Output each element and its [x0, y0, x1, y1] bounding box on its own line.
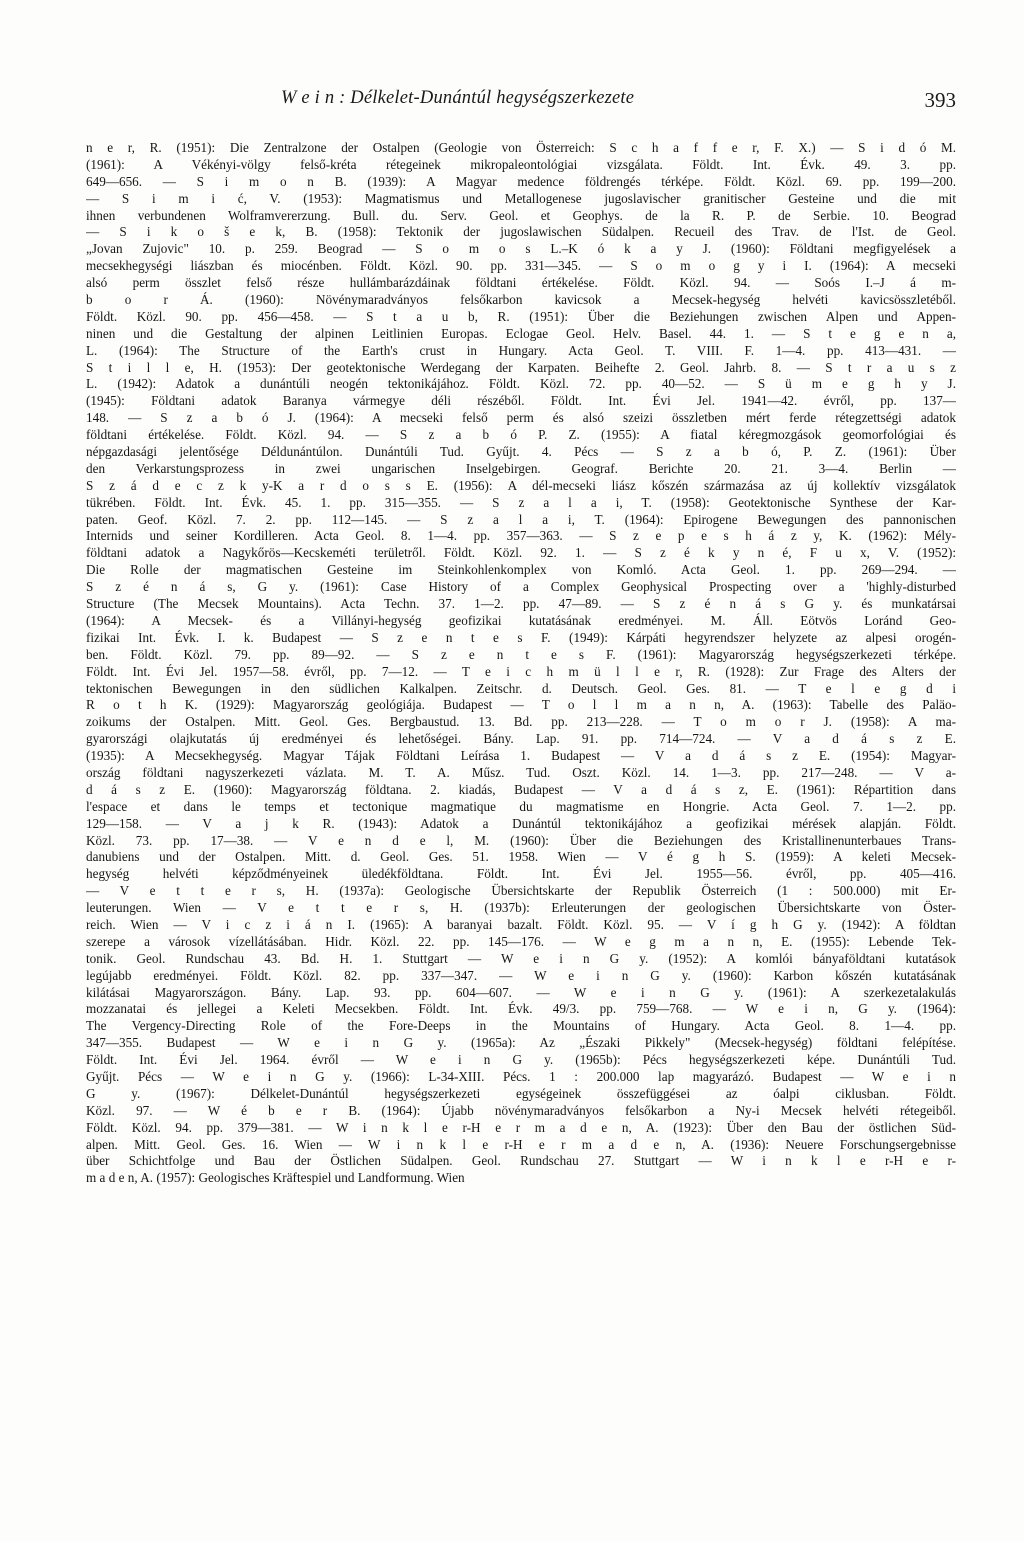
text-line: mecsekhegységi liászban és miocénben. Földt. Közl. 90. pp. 331—345. — S o m o g y i I. (1964): A mecseki	[86, 258, 956, 274]
text-line: 347—355. Budapest — W e i n G y. (1965a): Az „Északi Pikkely" (Mecsek-hegység) földtani felépítése.	[86, 1035, 956, 1051]
text-line: alsó perm összlet felső része hullámbarázdáinak földtani értékelése. Földt. Közl. 94. — Soós I.–J á m-	[86, 275, 956, 291]
text-line: m a d e n, A. (1957): Geologisches Kräftespiel und Landformung. Wien	[86, 1170, 465, 1186]
text-line: R o t h K. (1929): Magyarország geológiája. Budapest — T o l l m a n n, A. (1963): Tabelle des Paläo-	[86, 697, 956, 713]
text-line: ben. Földt. Közl. 79. pp. 89—92. — S z e n t e s F. (1961): Magyarország hegységszerkezeti térképe.	[86, 646, 956, 662]
text-line: „Jovan Zujovic" 10. p. 259. Beograd — S o m o s L.–K ó k a y J. (1960): Földtani megfigyelések a	[86, 241, 956, 257]
bibliography-text	[86, 140, 956, 1187]
text-line: mozzanatai és jellegei a Keleti Mecsekben. Földt. Int. Évk. 49/3. pp. 759—768. — W e i n, G y. (1964):	[86, 1001, 956, 1017]
text-line: Structure (The Mecsek Mountains). Acta Techn. 37. 1—2. pp. 47—89. — S z é n á s G y. és munkatársai	[86, 596, 956, 612]
text-line: népgazdasági jelentősége Déldunántúlon. Dunántúli Tud. Gyűjt. 4. Pécs — S z a b ó, P. Z. (1961): Über	[86, 444, 956, 460]
text-line: n e r, R. (1951): Die Zentralzone der Ostalpen (Geologie von Österreich: S c h a f f e r, F. X.) — S i d ó M.	[86, 140, 956, 155]
text-line: (1964): A Mecsek- és a Villányi-hegység geofizikai kutatásának eredményei. M. Áll. Eötvös Loránd Geo-	[86, 612, 956, 628]
text-line: földtani értékelése. Földt. Közl. 94. — S z a b ó P. Z. (1955): A fiatal kéregmozgások geomorfológiai és	[86, 427, 956, 443]
text-line: danubiens und der Ostalpen. Mitt. d. Geol. Ges. 51. 1958. Wien — V é g h S. (1959): A keleti Mecsek-	[86, 849, 956, 865]
text-line: gyarországi olajkutatás új eredményei és lehetőségei. Bány. Lap. 91. pp. 714—724. — V a d á s z E.	[86, 731, 956, 747]
text-line: Internids und seiner Kordilleren. Acta Geol. 8. 1—4. pp. 357—363. — S z e p e s h á z y, K. (1962): Mély-	[86, 528, 956, 544]
text-line: Földt. Közl. 94. pp. 379—381. — W i n k l e r-H e r m a d e n, A. (1923): Über den Bau der östlichen Süd-	[86, 1119, 956, 1135]
text-line: paten. Geof. Közl. 7. 2. pp. 112—145. — S z a l a i, T. (1964): Epirogene Bewegungen des pannonischen	[86, 511, 956, 527]
text-line: 649—656. — S i m o n B. (1939): A Magyar medence földrengés térképe. Földt. Közl. 69. pp. 199—200.	[86, 173, 956, 189]
text-line: Közl. 73. pp. 17—38. — V e n d e l, M. (1960): Über die Beziehungen des Kristallinenunterbaues Trans-	[86, 832, 956, 848]
text-line: über Schichtfolge und Bau der Östlichen Südalpen. Geol. Rundschau 27. Stuttgart — W i n k l e r-H e r-	[86, 1153, 956, 1169]
page-number: 393	[924, 88, 956, 112]
text-line: tonik. Geol. Rundschau 43. Bd. H. 1. Stuttgart — W e i n G y. (1952): A komlói bányaföldtani kutatások	[86, 950, 956, 966]
text-line: Gyűjt. Pécs — W e i n G y. (1966): L-34-XIII. Pécs. 1 : 200.000 lap magyarázó. Budapest — W e i n	[86, 1068, 956, 1084]
text-line: (1961): A Vékényi-völgy felső-kréta rétegeinek mikropaleontológiai vizsgálata. Földt. Int. Évk. 49. 3. pp.	[86, 156, 956, 172]
running-title: W e i n : Délkelet-Dunántúl hegységszerkezete	[281, 88, 635, 108]
text-line: l'espace et dans le temps et tectonique magmatique du magmatisme en Hongrie. Acta Geol. 7. 1—2. pp.	[86, 798, 956, 814]
text-line: S z é n á s, G y. (1961): Case History of a Complex Geophysical Prospecting over a 'highly-disturbed	[86, 579, 956, 595]
text-line: den Verkarstungsprozess in zwei ungarischen Inselgebirgen. Geograf. Berichte 20. 21. 3—4. Berlin —	[86, 460, 956, 476]
text-line: S t i l l e, H. (1953): Der geotektonische Werdegang der Karpaten. Beihefte 2. Geol. Jahrb. 8. — S t r a u s z	[86, 359, 956, 375]
text-line: tektonischen Bewegungen in den südlichen Kalkalpen. Zeitschr. d. Deutsch. Geol. Ges. 81. — T e l e g d i	[86, 680, 956, 696]
text-line: — S i m i ć, V. (1953): Magmatismus und Metallogenese jugoslavischer granitischer Gesteine und die mit	[86, 190, 956, 206]
text-line: ország földtani nagyszerkezeti vázlata. M. T. A. Műsz. Tud. Oszt. Közl. 14. 1—3. pp. 217—248. — V a-	[86, 764, 956, 780]
text-line: alpen. Mitt. Geol. Ges. 16. Wien — W i n k l e r-H e r m a d e n, A. (1936): Neuere Forschungsergebnisse	[86, 1136, 956, 1152]
page-header	[86, 88, 956, 118]
text-line: hegység helvéti képződményeinek üledékföldtana. Földt. Int. Évi Jel. 1955—56. évről, pp. 405—416.	[86, 866, 956, 882]
text-line: ihnen verbundenen Wolframvererzung. Bull. du. Serv. Geol. et Geophys. de la R. P. de Serbie. 10. Beograd	[86, 207, 956, 223]
text-line: 129—158. — V a j k R. (1943): Adatok a Dunántúl tektonikájához a geofizikai mérések alapján. Földt.	[86, 815, 956, 831]
text-line: Földt. Közl. 90. pp. 456—458. — S t a u b, R. (1951): Über die Beziehungen zwischen Alpen und Appen-	[86, 308, 956, 324]
text-line: Közl. 97. — W é b e r B. (1964): Újabb növénymaradványos felsőkarbon a Ny-i Mecsek helvéti rétegeiből.	[86, 1102, 956, 1118]
text-line: — V e t t e r s, H. (1937a): Geologische Übersichtskarte der Republik Österreich (1 : 500.000) mit Er-	[86, 883, 956, 899]
text-line: földtani adatok a Nagykőrös—Kecskeméti területről. Földt. Közl. 92. 1. — S z é k y n é, F u x, V. (1952):	[86, 545, 956, 561]
text-line: S z á d e c z k y-K a r d o s s E. (1956): A dél-mecseki liász kőszén származása az új kollektív vizsgálatok	[86, 477, 956, 493]
text-line: b o r Á. (1960): Növénymaradványos felsőkarbon kavicsok a Mecsek-hegység helvéti kavicsösszletéből.	[86, 292, 956, 308]
text-line: leuterungen. Wien — V e t t e r s, H. (1937b): Erleuterungen der geologischen Übersichtskarte von Öster-	[86, 900, 956, 916]
text-line: legújabb eredményei. Földt. Közl. 82. pp. 337—347. — W e i n G y. (1960): Karbon kőszén kutatásának	[86, 967, 956, 983]
text-line: The Vergency-Directing Role of the Fore-Deeps in the Mountains of Hungary. Acta Geol. 8. 1—4. pp.	[86, 1018, 956, 1034]
text-line: szerepe a városok vízellátásában. Hidr. Közl. 22. pp. 145—176. — W e g m a n n, E. (1955): Lebende Tek-	[86, 933, 956, 949]
text-line: L. (1942): Adatok a dunántúli neogén tektonikájához. Földt. Közl. 72. pp. 40—52. — S ü m e g h y J.	[86, 376, 956, 392]
text-line: G y. (1967): Délkelet-Dunántúl hegységszerkezeti egységeinek összefüggései az óalpi ciklusban. Földt.	[86, 1085, 956, 1101]
text-line: Földt. Int. Évi Jel. 1957—58. évről, pp. 7—12. — T e i c h m ü l l e r, R. (1928): Zur Frage des Alters der	[86, 663, 956, 679]
text-line: 148. — S z a b ó J. (1964): A mecseki felső perm és alsó szeizi összletben mért ferde rétegzettségi adatok	[86, 410, 956, 426]
text-line: (1935): A Mecsekhegység. Magyar Tájak Földtani Leírása 1. Budapest — V a d á s z E. (1954): Magyar-	[86, 748, 956, 764]
text-line: Die Rolle der magmatischen Gesteine im Steinkohlenkomplex von Komló. Acta Geol. 1. pp. 269—294. —	[86, 562, 956, 578]
text-line: reich. Wien — V i c z i á n I. (1965): A baranyai bazalt. Földt. Közl. 95. — V í g h G y. (1942): A földtan	[86, 916, 956, 932]
text-line: d á s z E. (1960): Magyarország földtana. 2. kiadás, Budapest — V a d á s z, E. (1961): Répartition dans	[86, 781, 956, 797]
text-line: kilátásai Magyarországon. Bány. Lap. 93. pp. 604—607. — W e i n G y. (1961): A szerkezetalakulás	[86, 984, 956, 1000]
text-line: tükrében. Földt. Int. Évk. 45. 1. pp. 315—355. — S z a l a i, T. (1958): Geotektonische Synthese der Kar-	[86, 494, 956, 510]
text-line: fizikai Int. Évk. I. k. Budapest — S z e n t e s F. (1949): Kárpáti hegyrendszer helyzete az alpesi orogén-	[86, 629, 956, 645]
text-line: zoikums der Ostalpen. Mitt. Geol. Ges. Bergbaustud. 13. Bd. pp. 213—228. — T o m o r J. (1958): A ma-	[86, 714, 956, 730]
text-line: — S i k o š e k, B. (1958): Tektonik der jugoslawischen Südalpen. Recueil des Trav. de l'Ist. de Geol.	[86, 224, 956, 240]
text-line: (1945): Földtani adatok Baranya vármegye déli részéből. Földt. Int. Évi Jel. 1941—42. évről, pp. 137—	[86, 393, 956, 409]
text-line: Földt. Int. Évi Jel. 1964. évről — W e i n G y. (1965b): Pécs hegységszerkezeti képe. Dunántúli Tud.	[86, 1052, 956, 1068]
text-line: ninen und die Gestaltung der alpinen Leitlinien Europas. Eclogae Geol. Helv. Basel. 44. 1. — S t e g e n a,	[86, 325, 956, 341]
text-line: L. (1964): The Structure of the Earth's crust in Hungary. Acta Geol. T. VIII. F. 1—4. pp. 413—431. —	[86, 342, 956, 358]
